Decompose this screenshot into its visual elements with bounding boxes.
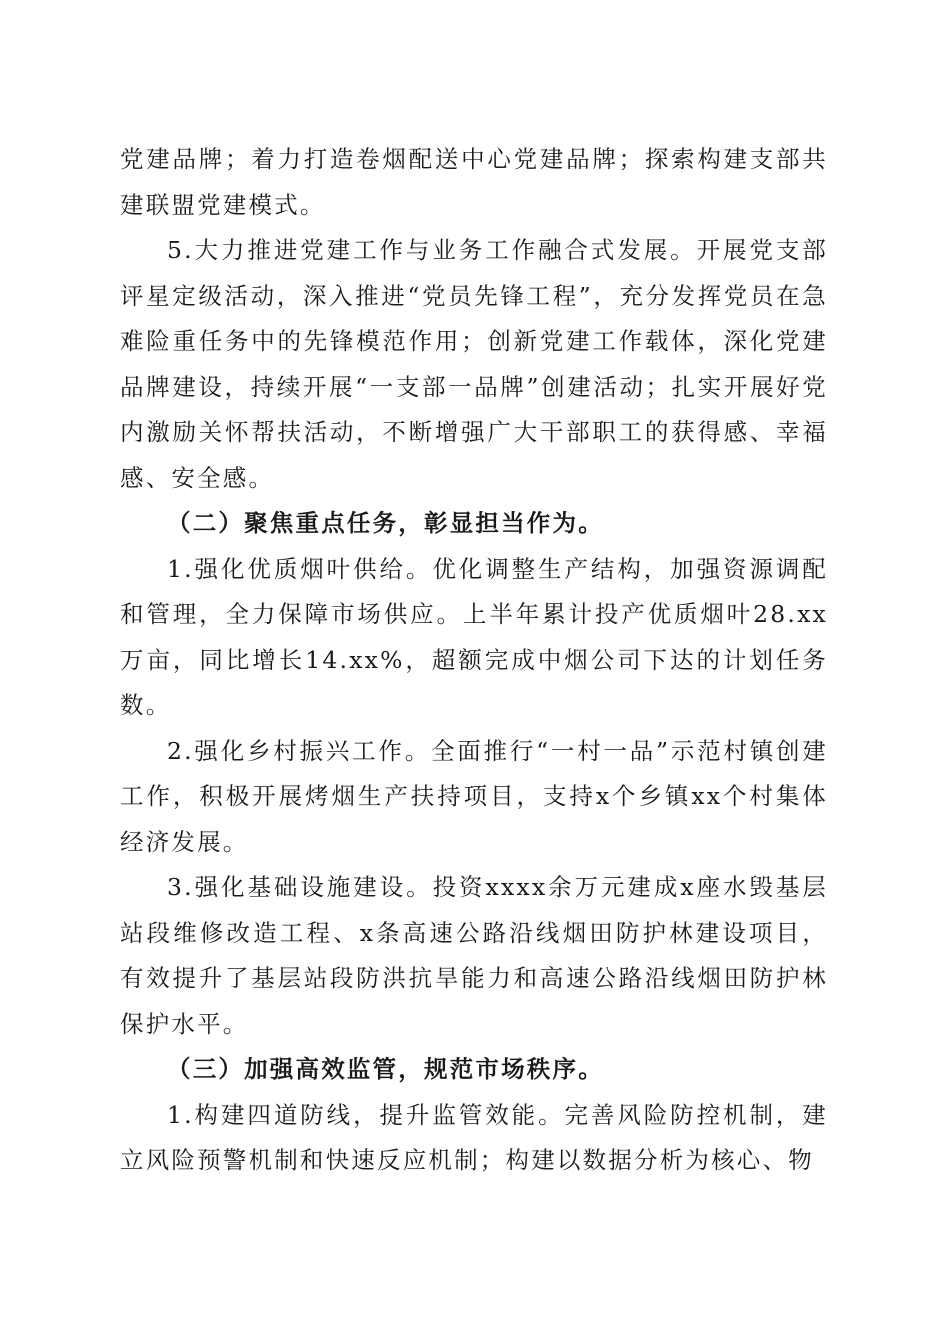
paragraph-item-5: 5.大力推进党建工作与业务工作融合式发展。开展党支部评星定级活动，深入推进“党员先锋工程”，充分发挥党员在急难险重任务中的先锋模范作用；创新党建工作载体，深化党建品牌建设，持续开展“一支部一品牌”创建活动；扎实开展好党内激励关怀帮扶活动，不断增强广大干部职工的获得感、幸福感、安全感。 <box>120 236 828 492</box>
paragraph-continuation: 党建品牌；着力打造卷烟配送中心党建品牌；探索构建支部共建联盟党建模式。 <box>120 145 828 219</box>
paragraph-item-1-section-3: 1.构建四道防线，提升监管效能。完善风险防控机制，建立风险预警机制和快速反应机制；构建以数据分析为核心、物 <box>120 1100 828 1174</box>
paragraph-item-2: 2.强化乡村振兴工作。全面推行“一村一品”示范村镇创建工作，积极开展烤烟生产扶持项目，支持x个乡镇xx个村集体经济发展。 <box>120 736 828 856</box>
section-heading-3: （三）加强高效监管，规范市场秩序。 <box>167 1055 604 1083</box>
paragraph-item-1: 1.强化优质烟叶供给。优化调整生产结构，加强资源调配和管理，全力保障市场供应。上半年累计投产优质烟叶28.xx万亩，同比增长14.xx%，超额完成中烟公司下达的计划任务数。 <box>120 554 828 719</box>
paragraph-item-3: 3.强化基础设施建设。投资xxxx余万元建成x座水毁基层站段维修改造工程、x条高速公路沿线烟田防护林建设项目，有效提升了基层站段防洪抗旱能力和高速公路沿线烟田防护林保护水平。 <box>120 873 828 1038</box>
section-heading-2: （二）聚焦重点任务，彰显担当作为。 <box>167 509 604 537</box>
document-body <box>120 137 828 1184</box>
